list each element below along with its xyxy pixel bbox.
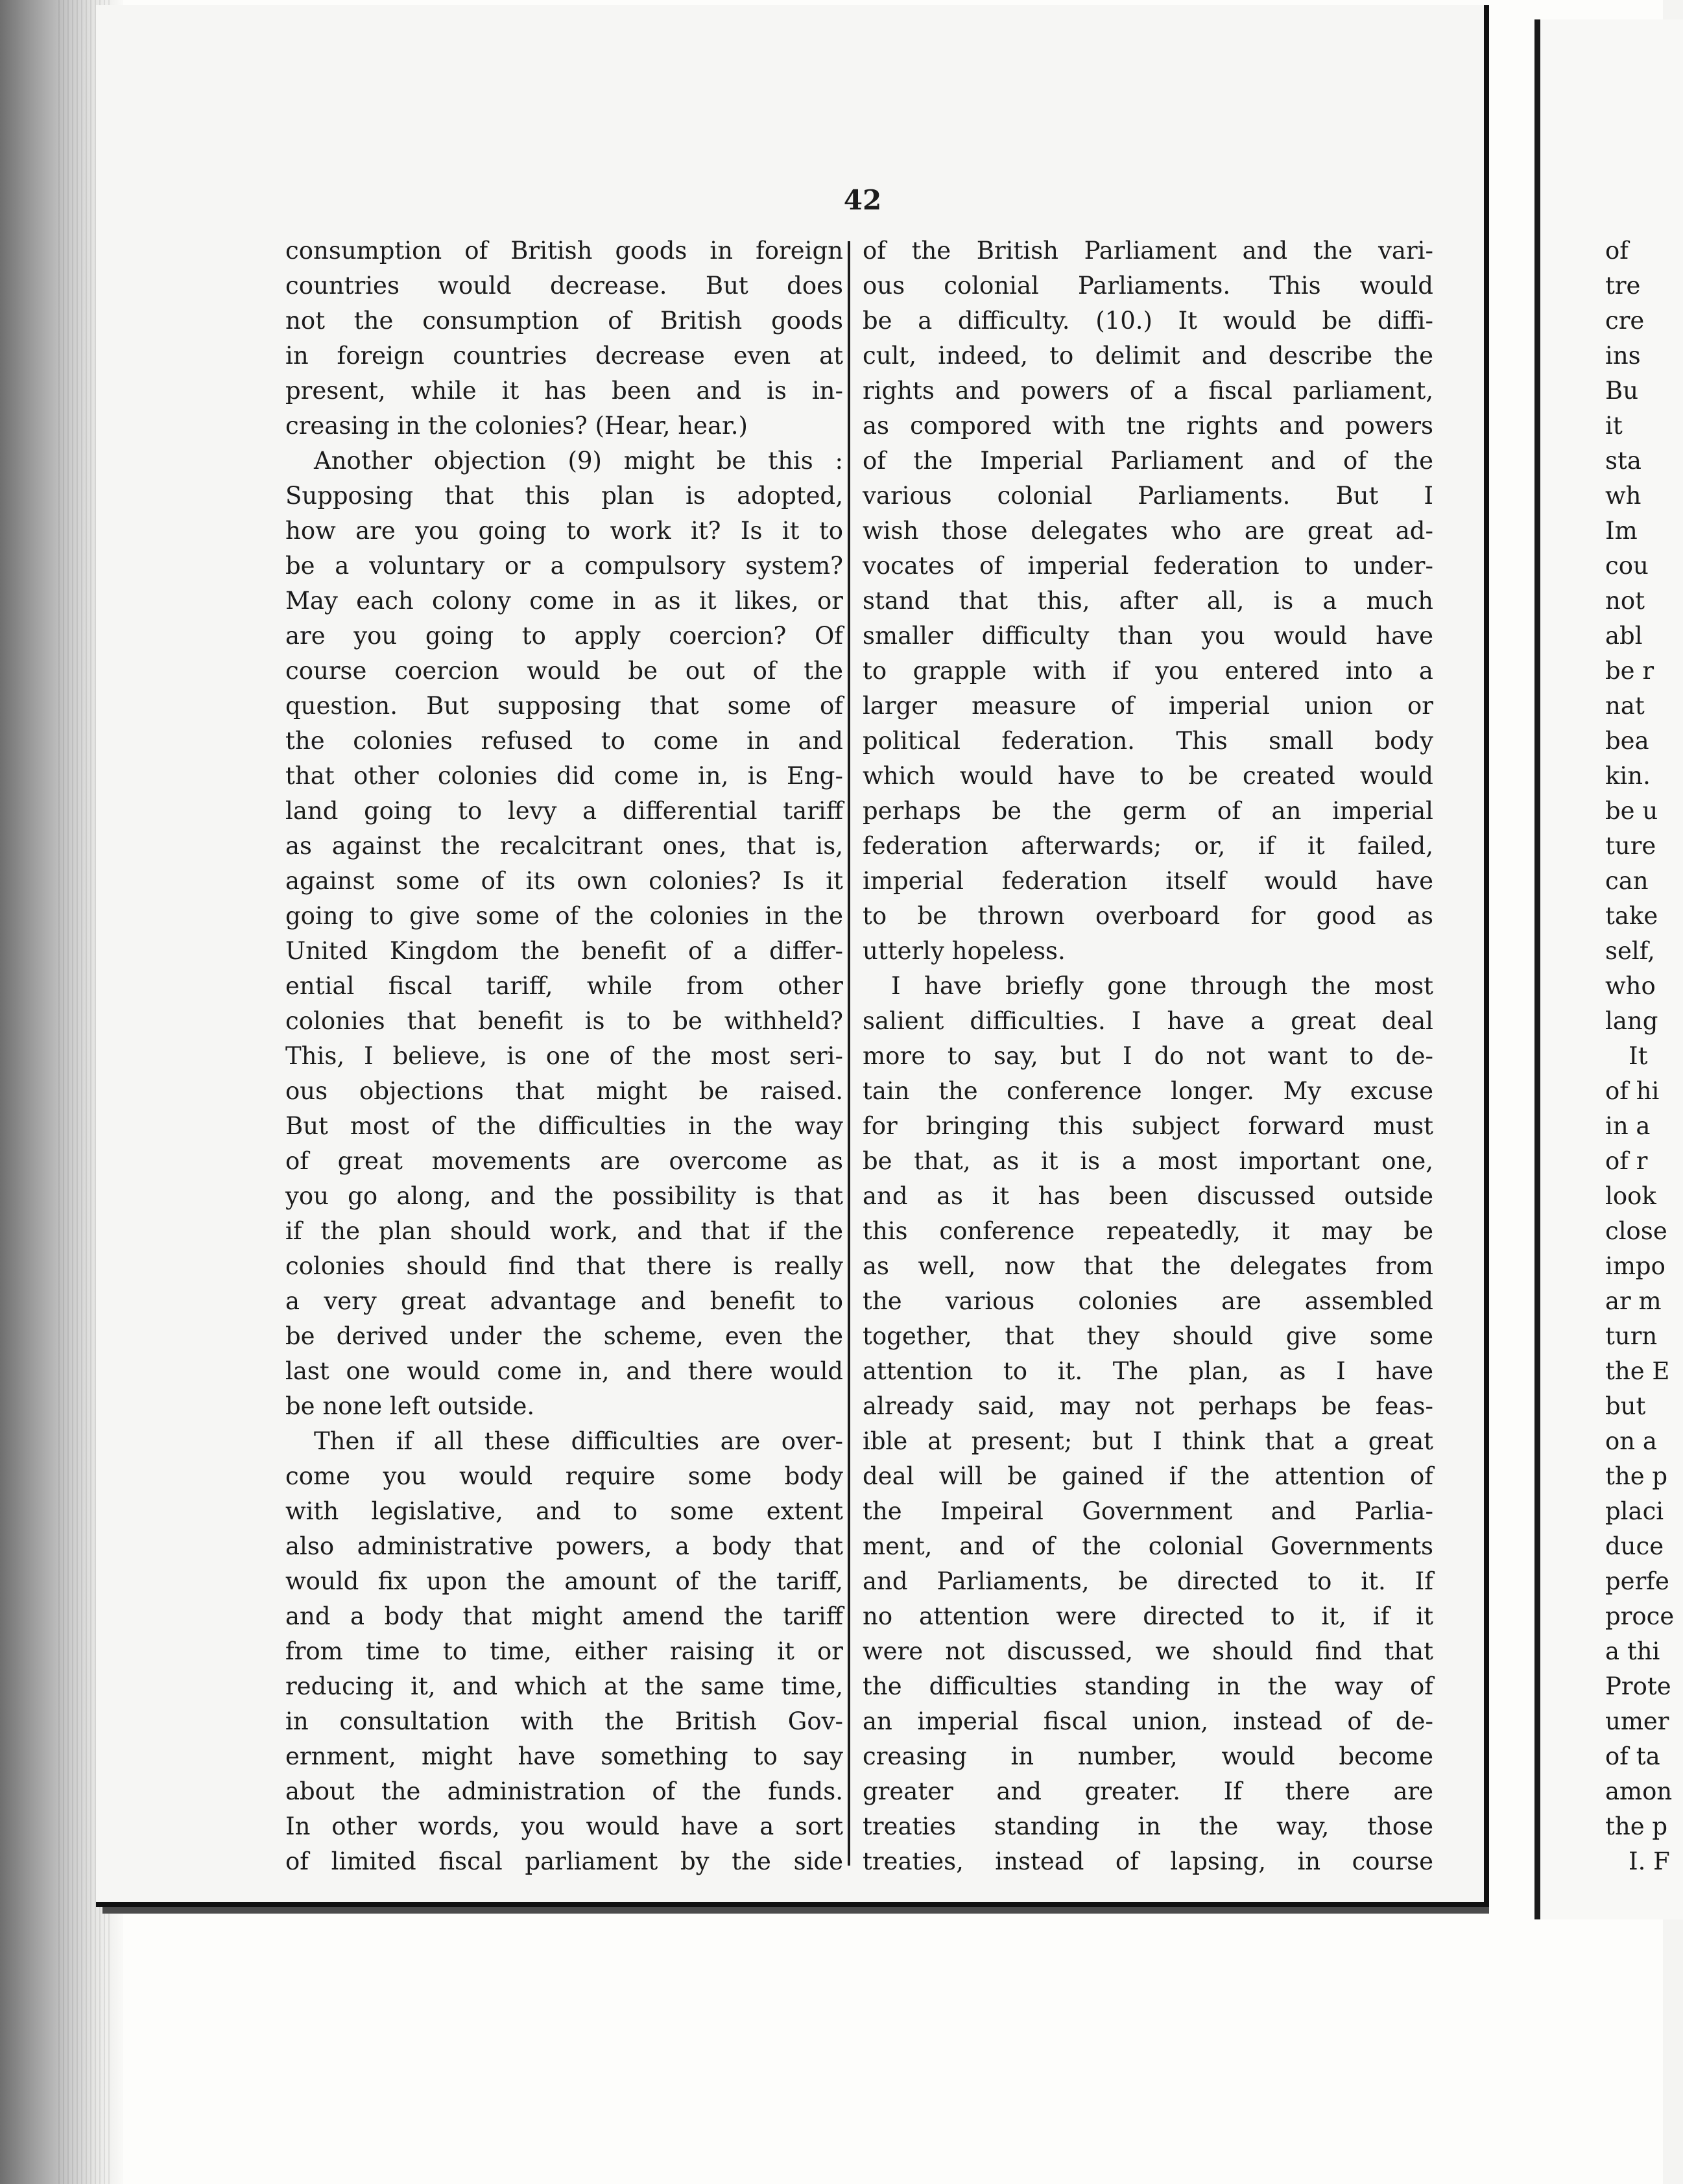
text-fragment: ins: [1605, 342, 1641, 370]
text-line: to be thrown overboard for good as: [863, 902, 1433, 930]
text-line: smaller difficulty than you would have: [863, 622, 1433, 650]
text-fragment: but: [1605, 1392, 1646, 1420]
text-line: various colonial Parliaments. But I: [863, 482, 1433, 510]
text-line: perhaps be the germ of an imperial: [863, 797, 1433, 825]
text-line: greater and greater. If there are: [863, 1777, 1433, 1805]
text-fragment: kin.: [1605, 762, 1651, 790]
text-line: Supposing that this plan is adopted,: [285, 482, 843, 510]
text-fragment: It: [1629, 1042, 1648, 1070]
text-line: last one would come in, and there would: [285, 1357, 843, 1385]
text-fragment: tre: [1605, 272, 1641, 300]
text-fragment: placi: [1605, 1497, 1664, 1525]
text-line: deal will be gained if the attention of: [863, 1462, 1433, 1490]
text-fragment: ture: [1605, 832, 1656, 860]
text-line: ernment, might have something to say: [285, 1742, 843, 1770]
text-line: were not discussed, we should find that: [863, 1637, 1433, 1665]
text-line: United Kingdom the benefit of a differ-: [285, 937, 843, 965]
text-fragment: impo: [1605, 1252, 1665, 1280]
text-line: treaties, instead of lapsing, in course: [863, 1847, 1433, 1875]
text-fragment: on a: [1605, 1427, 1657, 1455]
text-line: ous objections that might be raised.: [285, 1077, 843, 1105]
text-line: with legislative, and to some extent: [285, 1497, 843, 1525]
text-line: ous colonial Parliaments. This would: [863, 272, 1433, 300]
text-line: an imperial fiscal union, instead of de-: [863, 1707, 1433, 1735]
text-fragment: perfe: [1605, 1567, 1669, 1595]
text-line: wish those delegates who are great ad-: [863, 517, 1433, 545]
text-fragment: nat: [1605, 692, 1645, 720]
text-line: ment, and of the colonial Governments: [863, 1532, 1433, 1560]
left-column: [285, 233, 843, 1879]
text-fragment: not: [1605, 587, 1645, 615]
text-line: together, that they should give some: [863, 1322, 1433, 1350]
text-line: also administrative powers, a body that: [285, 1532, 843, 1560]
text-fragment: can: [1605, 867, 1649, 895]
text-line: going to give some of the colonies in the: [285, 902, 843, 930]
text-line: land going to levy a differential tariff: [285, 797, 843, 825]
text-fragment: close: [1605, 1217, 1667, 1245]
text-fragment: umer: [1605, 1707, 1669, 1735]
text-line: not the consumption of British goods: [285, 307, 843, 335]
text-line: reducing it, and which at the same time,: [285, 1672, 843, 1700]
text-line: already said, may not perhaps be feas-: [863, 1392, 1433, 1420]
text-line: salient difficulties. I have a great deal: [863, 1007, 1433, 1035]
text-line: stand that this, after all, is a much: [863, 587, 1433, 615]
text-fragment: of hi: [1605, 1077, 1660, 1105]
text-line: But most of the difficulties in the way: [285, 1112, 843, 1140]
text-line: of great movements are overcome as: [285, 1147, 843, 1175]
text-fragment: turn: [1605, 1322, 1658, 1350]
text-fragment: in a: [1605, 1112, 1651, 1140]
text-line: creasing in the colonies? (Hear, hear.): [285, 412, 748, 440]
text-line: imperial federation itself would have: [863, 867, 1433, 895]
text-fragment: the p: [1605, 1812, 1668, 1840]
text-fragment: abl: [1605, 622, 1643, 650]
text-line: federation afterwards; or, if it failed,: [863, 832, 1433, 860]
text-fragment: duce: [1605, 1532, 1664, 1560]
text-fragment: the E: [1605, 1357, 1670, 1385]
text-line: utterly hopeless.: [863, 937, 1066, 965]
text-line: be a voluntary or a compulsory system?: [285, 552, 843, 580]
text-line: political federation. This small body: [863, 727, 1433, 755]
text-line: as compored with tne rights and powers: [863, 412, 1433, 440]
text-fragment: Im: [1605, 517, 1638, 545]
text-line: that other colonies did come in, is Eng-: [285, 762, 843, 790]
next-page-column: [1605, 233, 1683, 1879]
text-line: larger measure of imperial union or: [863, 692, 1433, 720]
text-line: present, while it has been and is in-: [285, 377, 843, 405]
text-line: vocates of imperial federation to under-: [863, 552, 1433, 580]
text-line: Another objection (9) might be this :: [314, 447, 843, 475]
text-line: about the administration of the funds.: [285, 1777, 843, 1805]
text-fragment: look: [1605, 1182, 1656, 1210]
text-line: as well, now that the delegates from: [863, 1252, 1433, 1280]
text-line: treaties standing in the way, those: [863, 1812, 1433, 1840]
text-fragment: it: [1605, 412, 1623, 440]
text-fragment: Bu: [1605, 377, 1639, 405]
text-line: of the British Parliament and the vari-: [863, 237, 1433, 265]
text-line: I have briefly gone through the most: [891, 972, 1433, 1000]
text-fragment: take: [1605, 902, 1658, 930]
text-line: rights and powers of a fiscal parliament,: [863, 377, 1433, 405]
text-line: against some of its own colonies? Is it: [285, 867, 843, 895]
text-line: colonies that benefit is to be withheld?: [285, 1007, 843, 1035]
text-line: ential fiscal tariff, while from other: [285, 972, 843, 1000]
text-fragment: the p: [1605, 1462, 1668, 1490]
text-line: In other words, you would have a sort: [285, 1812, 843, 1840]
text-line: ible at present; but I think that a great: [863, 1427, 1433, 1455]
text-line: in consultation with the British Gov-: [285, 1707, 843, 1735]
text-fragment: a thi: [1605, 1637, 1660, 1665]
text-line: course coercion would be out of the: [285, 657, 843, 685]
text-line: more to say, but I do not want to de-: [863, 1042, 1433, 1070]
text-line: be derived under the scheme, even the: [285, 1322, 843, 1350]
text-line: colonies should find that there is really: [285, 1252, 843, 1280]
text-fragment: of r: [1605, 1147, 1648, 1175]
text-line: are you going to apply coercion? Of: [285, 622, 843, 650]
text-line: of limited fiscal parliament by the side: [285, 1847, 843, 1875]
text-fragment: cre: [1605, 307, 1645, 335]
text-line: be that, as it is a most important one,: [863, 1147, 1433, 1175]
text-line: consumption of British goods in foreign: [285, 237, 843, 265]
text-line: the difficulties standing in the way of: [863, 1672, 1433, 1700]
text-line: cult, indeed, to delimit and describe the: [863, 342, 1433, 370]
text-fragment: ar m: [1605, 1287, 1662, 1315]
text-line: how are you going to work it? Is it to: [285, 517, 843, 545]
text-line: no attention were directed to it, if it: [863, 1602, 1433, 1630]
text-line: the various colonies are assembled: [863, 1287, 1433, 1315]
text-fragment: of ta: [1605, 1742, 1660, 1770]
text-fragment: be u: [1605, 797, 1658, 825]
text-fragment: bea: [1605, 727, 1649, 755]
text-line: of the Imperial Parliament and of the: [863, 447, 1433, 475]
text-line: in foreign countries decrease even at: [285, 342, 843, 370]
text-fragment: lang: [1605, 1007, 1658, 1035]
text-line: and a body that might amend the tariff: [285, 1602, 843, 1630]
text-fragment: who: [1605, 972, 1656, 1000]
text-line: to grapple with if you entered into a: [863, 657, 1433, 685]
text-line: the Impeiral Government and Parlia-: [863, 1497, 1433, 1525]
text-line: which would have to be created would: [863, 762, 1433, 790]
text-fragment: be r: [1605, 657, 1654, 685]
text-fragment: of: [1605, 237, 1629, 265]
text-line: would fix upon the amount of the tariff,: [285, 1567, 843, 1595]
page-gutter: [1489, 0, 1534, 2184]
text-fragment: cou: [1605, 552, 1649, 580]
text-line: creasing in number, would become: [863, 1742, 1433, 1770]
text-fragment: amon: [1605, 1777, 1673, 1805]
text-line: come you would require some body: [285, 1462, 843, 1490]
text-line: for bringing this subject forward must: [863, 1112, 1433, 1140]
text-line: and as it has been discussed outside: [863, 1182, 1433, 1210]
text-line: tain the conference longer. My excuse: [863, 1077, 1433, 1105]
text-line: attention to it. The plan, as I have: [863, 1357, 1433, 1385]
page-number: 42: [843, 184, 882, 216]
text-line: be none left outside.: [285, 1392, 535, 1420]
text-line: this conference repeatedly, it may be: [863, 1217, 1433, 1245]
text-fragment: sta: [1605, 447, 1641, 475]
right-column: [863, 233, 1433, 1879]
text-fragment: wh: [1605, 482, 1641, 510]
text-line: This, I believe, is one of the most seri-: [285, 1042, 843, 1070]
text-fragment: self,: [1605, 937, 1655, 965]
text-line: the colonies refused to come in and: [285, 727, 843, 755]
text-line: Then if all these difficulties are over-: [314, 1427, 843, 1455]
text-line: be a difficulty. (10.) It would be diffi-: [863, 307, 1433, 335]
text-line: countries would decrease. But does: [285, 272, 843, 300]
text-line: from time to time, either raising it or: [285, 1637, 843, 1665]
column-rule: [848, 241, 850, 1866]
text-line: a very great advantage and benefit to: [285, 1287, 843, 1315]
text-fragment: Prote: [1605, 1672, 1671, 1700]
text-fragment: I. F: [1629, 1847, 1670, 1875]
text-line: and Parliaments, be directed to it. If: [863, 1567, 1433, 1595]
text-line: question. But supposing that some of: [285, 692, 843, 720]
text-line: as against the recalcitrant ones, that is,: [285, 832, 843, 860]
text-line: May each colony come in as it likes, or: [285, 587, 843, 615]
text-fragment: proce: [1605, 1602, 1675, 1630]
text-line: if the plan should work, and that if the: [285, 1217, 843, 1245]
text-line: you go along, and the possibility is that: [285, 1182, 843, 1210]
